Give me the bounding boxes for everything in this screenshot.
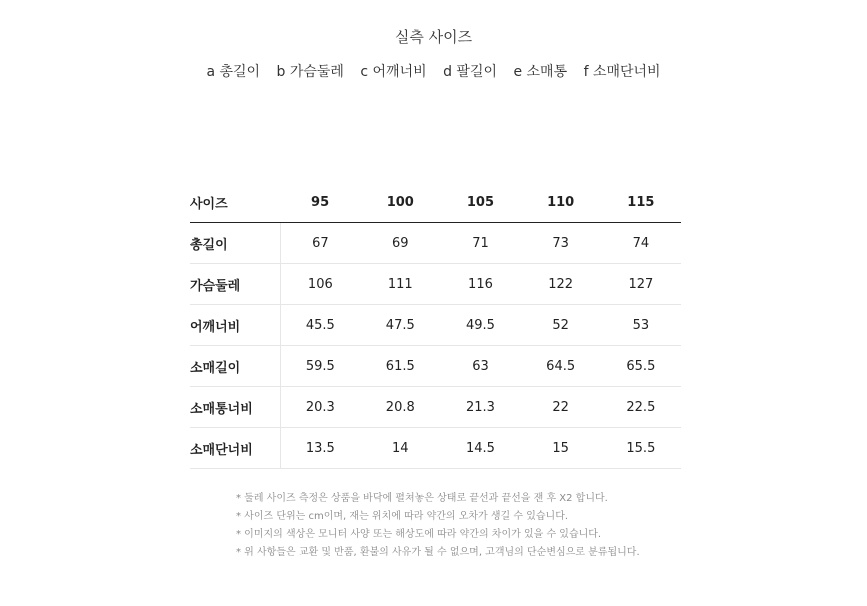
legend-item: e 소매통 (513, 64, 568, 80)
table-cell: 59.5 (280, 346, 360, 387)
table-cell: 14.5 (440, 428, 520, 469)
table-cell: 22.5 (601, 387, 681, 428)
row-label: 어깨너비 (190, 305, 280, 346)
header-cell: 110 (521, 182, 601, 223)
row-label: 소매통너비 (190, 387, 280, 428)
row-label: 총길이 (190, 223, 280, 264)
table-cell: 21.3 (440, 387, 520, 428)
size-table (190, 182, 681, 469)
table-cell: 49.5 (440, 305, 520, 346)
legend-item: d 팔길이 (443, 64, 498, 80)
header-cell: 100 (360, 182, 440, 223)
note-line: * 사이즈 단위는 cm이며, 재는 위치에 따라 약간의 오차가 생길 수 있습니다. (236, 511, 569, 522)
table-cell: 13.5 (280, 428, 360, 469)
table-cell: 67 (280, 223, 360, 264)
table-cell: 74 (601, 223, 681, 264)
table-row (190, 264, 681, 305)
legend-item: a 총길이 (206, 64, 261, 80)
table-cell: 14 (360, 428, 440, 469)
row-label: 소매단너비 (190, 428, 280, 469)
table-cell: 63 (440, 346, 520, 387)
table-cell: 22 (521, 387, 601, 428)
table-cell: 69 (360, 223, 440, 264)
table-cell: 15.5 (601, 428, 681, 469)
row-label: 소매길이 (190, 346, 280, 387)
table-cell: 106 (280, 264, 360, 305)
header-cell: 95 (280, 182, 360, 223)
table-cell: 47.5 (360, 305, 440, 346)
table-cell: 52 (521, 305, 601, 346)
note-line: * 둘레 사이즈 측정은 상품을 바닥에 펼쳐놓은 상태로 끝선과 끝선을 잰 후 X2 합니다. (236, 493, 608, 504)
legend-item: f 소매단너비 (583, 64, 661, 80)
table-cell: 127 (601, 264, 681, 305)
table-row (190, 223, 681, 264)
measurement-legend (0, 61, 867, 81)
table-cell: 64.5 (521, 346, 601, 387)
page-title: 실측 사이즈 (394, 28, 473, 46)
header-cell: 105 (440, 182, 520, 223)
table-cell: 71 (440, 223, 520, 264)
table-cell: 45.5 (280, 305, 360, 346)
note-line: * 위 사항들은 교환 및 반품, 환불의 사유가 될 수 없으며, 고객님의 단순변심으로 분류됩니다. (236, 547, 640, 558)
table-row (190, 428, 681, 469)
table-cell: 61.5 (360, 346, 440, 387)
table-cell: 111 (360, 264, 440, 305)
size-notes (236, 490, 656, 562)
table-cell: 20.3 (280, 387, 360, 428)
legend-item: c 어깨너비 (360, 64, 427, 80)
table-row (190, 346, 681, 387)
legend-item: b 가슴둘레 (276, 64, 344, 80)
row-label: 가슴둘레 (190, 264, 280, 305)
table-row (190, 305, 681, 346)
table-cell: 65.5 (601, 346, 681, 387)
header-cell: 사이즈 (190, 182, 280, 223)
table-cell: 53 (601, 305, 681, 346)
header-cell: 115 (601, 182, 681, 223)
table-header-row (190, 182, 681, 223)
table-cell: 122 (521, 264, 601, 305)
table-row (190, 387, 681, 428)
table-cell: 15 (521, 428, 601, 469)
table-cell: 116 (440, 264, 520, 305)
table-cell: 20.8 (360, 387, 440, 428)
table-cell: 73 (521, 223, 601, 264)
note-line: * 이미지의 색상은 모니터 사양 또는 해상도에 따라 약간의 차이가 있을 수 있습니다. (236, 529, 602, 540)
